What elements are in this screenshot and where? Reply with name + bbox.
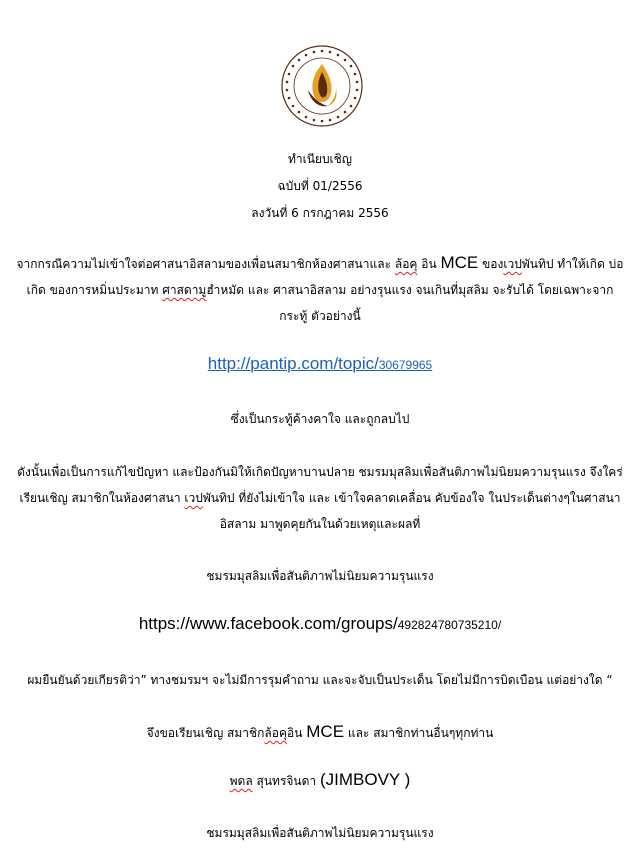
pantip-topic-link[interactable] (0, 354, 640, 374)
facebook-group-link[interactable]: https://www.facebook.com/groups/492824780735210/ (138, 614, 502, 633)
pledge-statement: ผมยืนยันด้วยเกียรติว่า” ทางชมรมฯ จะไม่มีการรุมคำถาม และจะจับเป็นประเด็น โดยไม่มีการบิดเบือน แต่อย่างใด “ (27, 673, 613, 687)
intro-paragraph: จากกรณีความไม่เข้าใจต่อศาสนาอิสลามของเพื่อนสมาชิกห้องศาสนาและ ล้อคุ อิน MCE ของเวปพันทิป ทำให้เกิด บ่อเกิด ของการหมิ่นประมาท ศาสดามูฮำหมัด และ ศาสนาอิสลาม อย่างรุนแรง จนเกินที่มุสลิม จะรับได้ โดยเฉพาะจากกระทู้ ตัวอย่างนี้ (16, 253, 624, 323)
club-name: ชมรมมุสลิมเพื่อสันติภาพไม่นิยมความรุนแรง (206, 569, 434, 583)
pantip-topic-link-anchor[interactable]: http://pantip.com/topic/30679965 (207, 354, 433, 373)
club-seal-logo (280, 44, 364, 128)
issue-date: ลงวันที่ 6 กรกฎาคม 2556 (251, 206, 389, 220)
deleted-topic-note: ซึ่งเป็นกระทู้ค้างคาใจ และถูกลบไป (230, 412, 410, 426)
club-footer: ชมรมมุสลิมเพื่อสันติภาพไม่นิยมความรุนแรง (206, 826, 434, 840)
invitation-paragraph: ดังนั้นเพื่อเป็นการแก้ไขปัญหา และป้องกันมิให้เกิดปัญหาบานปลาย ชมรมมุสลิมเพื่อสันติภาพไม่นิยมความรุนแรง จึงใคร่ เรียนเชิญ สมาชิกในห้องศาสนา เวปพันทิป ที่ยังไม่เข้าใจ และ เข้าใจคลาดเคลื่อน คับข้องใจ ในประเด็นต่างๆในศาสนาอิสลาม มาพูดคุยกันในด้วยเหตุและผลที่ (17, 465, 623, 531)
issue-number: ฉบับที่ 01/2556 (277, 179, 363, 193)
document-title: ทำเนียบเชิญ (287, 152, 353, 166)
invite-line: จึงขอเรียนเชิญ สมาชิกล้อคุอิน MCE และ สมาชิกท่านอื่นๆทุกท่าน (146, 722, 494, 741)
signer-name: พดล สุนทรจินดา (JIMBOVY ) (229, 770, 411, 789)
